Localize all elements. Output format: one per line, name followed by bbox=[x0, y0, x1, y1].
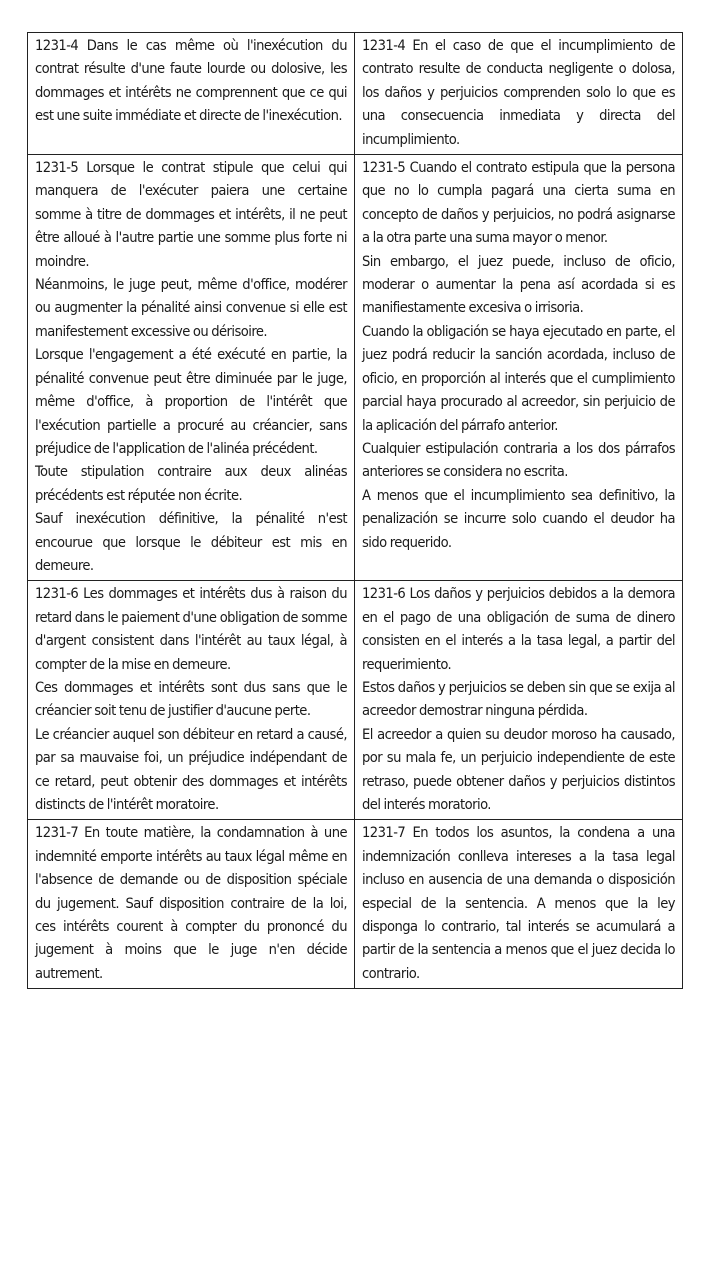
paragraph: A menos que el incumplimiento sea definitivo, la penalización se incurre solo cuando el deudor ha sido requerido. bbox=[362, 486, 675, 551]
table-row bbox=[28, 820, 683, 989]
paragraph: Le créancier auquel son débiteur en retard a causé, par sa mauvaise foi, un préjudice indépendant de ce retard, peut obtenir des dommages et intérêts distincts de l'intérêt moratoire. bbox=[35, 725, 347, 813]
spanish-cell bbox=[355, 820, 683, 989]
spanish-cell bbox=[355, 155, 683, 581]
paragraph: 1231-5 Cuando el contrato estipula que la persona que no lo cumpla pagará una cierta suma en concepto de daños y perjuicios, no podrá asignarse a la otra parte una suma mayor o menor. bbox=[362, 159, 675, 247]
table-row bbox=[28, 581, 683, 820]
paragraph: 1231-6 Les dommages et intérêts dus à raison du retard dans le paiement d'une obligation de somme d'argent consistent dans l'intérêt au taux légal, à compter de la mise en demeure. bbox=[35, 585, 347, 673]
paragraph: 1231-6 Los daños y perjuicios debidos a la demora en el pago de una obligación de suma de dinero consisten en el interés a la tasa legal, a partir del requerimiento. bbox=[362, 585, 675, 673]
paragraph: Lorsque l'engagement a été exécuté en partie, la pénalité convenue peut être diminuée par le juge, même d'office, à proportion de l'intérêt que l'exécution partielle a procuré au créancier, sans préjudice de l'application de l'alinéa précédent. bbox=[35, 346, 347, 457]
paragraph: 1231-4 En el caso de que el incumplimiento de contrato resulte de conducta negligente o dolosa, los daños y perjuicios comprenden solo lo que es una consecuencia inmediata y directa del incumplimiento. bbox=[362, 37, 675, 148]
spanish-cell bbox=[355, 33, 683, 155]
french-cell bbox=[28, 33, 355, 155]
french-cell bbox=[28, 820, 355, 989]
table-row bbox=[28, 155, 683, 581]
paragraph: 1231-7 En toute matière, la condamnation à une indemnité emporte intérêts au taux légal même en l'absence de demande ou de disposition spéciale du jugement. Sauf disposition contraire de la loi, ces intérêts courent à compter du prononcé du jugement à moins que le juge n'en décide autrement. bbox=[35, 824, 347, 982]
paragraph: Néanmoins, le juge peut, même d'office, modérer ou augmenter la pénalité ainsi convenue si elle est manifestement excessive ou dérisoire. bbox=[35, 276, 347, 340]
french-cell bbox=[28, 581, 355, 820]
french-cell bbox=[28, 155, 355, 581]
paragraph: 1231-7 En todos los asuntos, la condena a una indemnización conlleva intereses a la tasa legal incluso en ausencia de una demanda o disposición especial de la sentencia. A menos que la ley disponga lo contrario, tal interés se acumulará a partir de la sentencia a menos que el juez decida lo contrario. bbox=[362, 824, 675, 982]
paragraph: Cualquier estipulación contraria a los dos párrafos anteriores se considera no escrita. bbox=[362, 439, 675, 481]
spanish-cell bbox=[355, 581, 683, 820]
paragraph: 1231-5 Lorsque le contrat stipule que celui qui manquera de l'exécuter paiera une certaine somme à titre de dommages et intérêts, il ne peut être alloué à l'autre partie une somme plus forte ni moindre. bbox=[35, 159, 347, 270]
paragraph: 1231-4 Dans le cas même où l'inexécution du contrat résulte d'une faute lourde ou dolosive, les dommages et intérêts ne comprennent que ce qui est une suite immédiate et directe de l'inexécution. bbox=[35, 37, 347, 125]
paragraph: Sauf inexécution définitive, la pénalité n'est encourue que lorsque le débiteur est mis en demeure. bbox=[35, 510, 347, 574]
paragraph: Sin embargo, el juez puede, incluso de oficio, moderar o aumentar la pena así acordada si es manifiestamente excesiva o irrisoria. bbox=[362, 252, 675, 317]
paragraph: Estos daños y perjuicios se deben sin que se exija al acreedor demostrar ninguna pérdida. bbox=[362, 678, 675, 720]
bilingual-article-table bbox=[27, 32, 683, 989]
paragraph: Ces dommages et intérêts sont dus sans que le créancier soit tenu de justifier d'aucune perte. bbox=[35, 678, 347, 720]
paragraph: Toute stipulation contraire aux deux alinéas précédents est réputée non écrite. bbox=[35, 463, 347, 504]
paragraph: El acreedor a quien su deudor moroso ha causado, por su mala fe, un perjuicio independiente de este retraso, puede obtener daños y perjuicios distintos del interés moratorio. bbox=[362, 725, 675, 813]
table-row bbox=[28, 33, 683, 155]
paragraph: Cuando la obligación se haya ejecutado en parte, el juez podrá reducir la sanción acordada, incluso de oficio, en proporción al interés que el cumplimiento parcial haya procurado al acreedor, sin perjuicio de la aplicación del párrafo anterior. bbox=[362, 322, 675, 434]
